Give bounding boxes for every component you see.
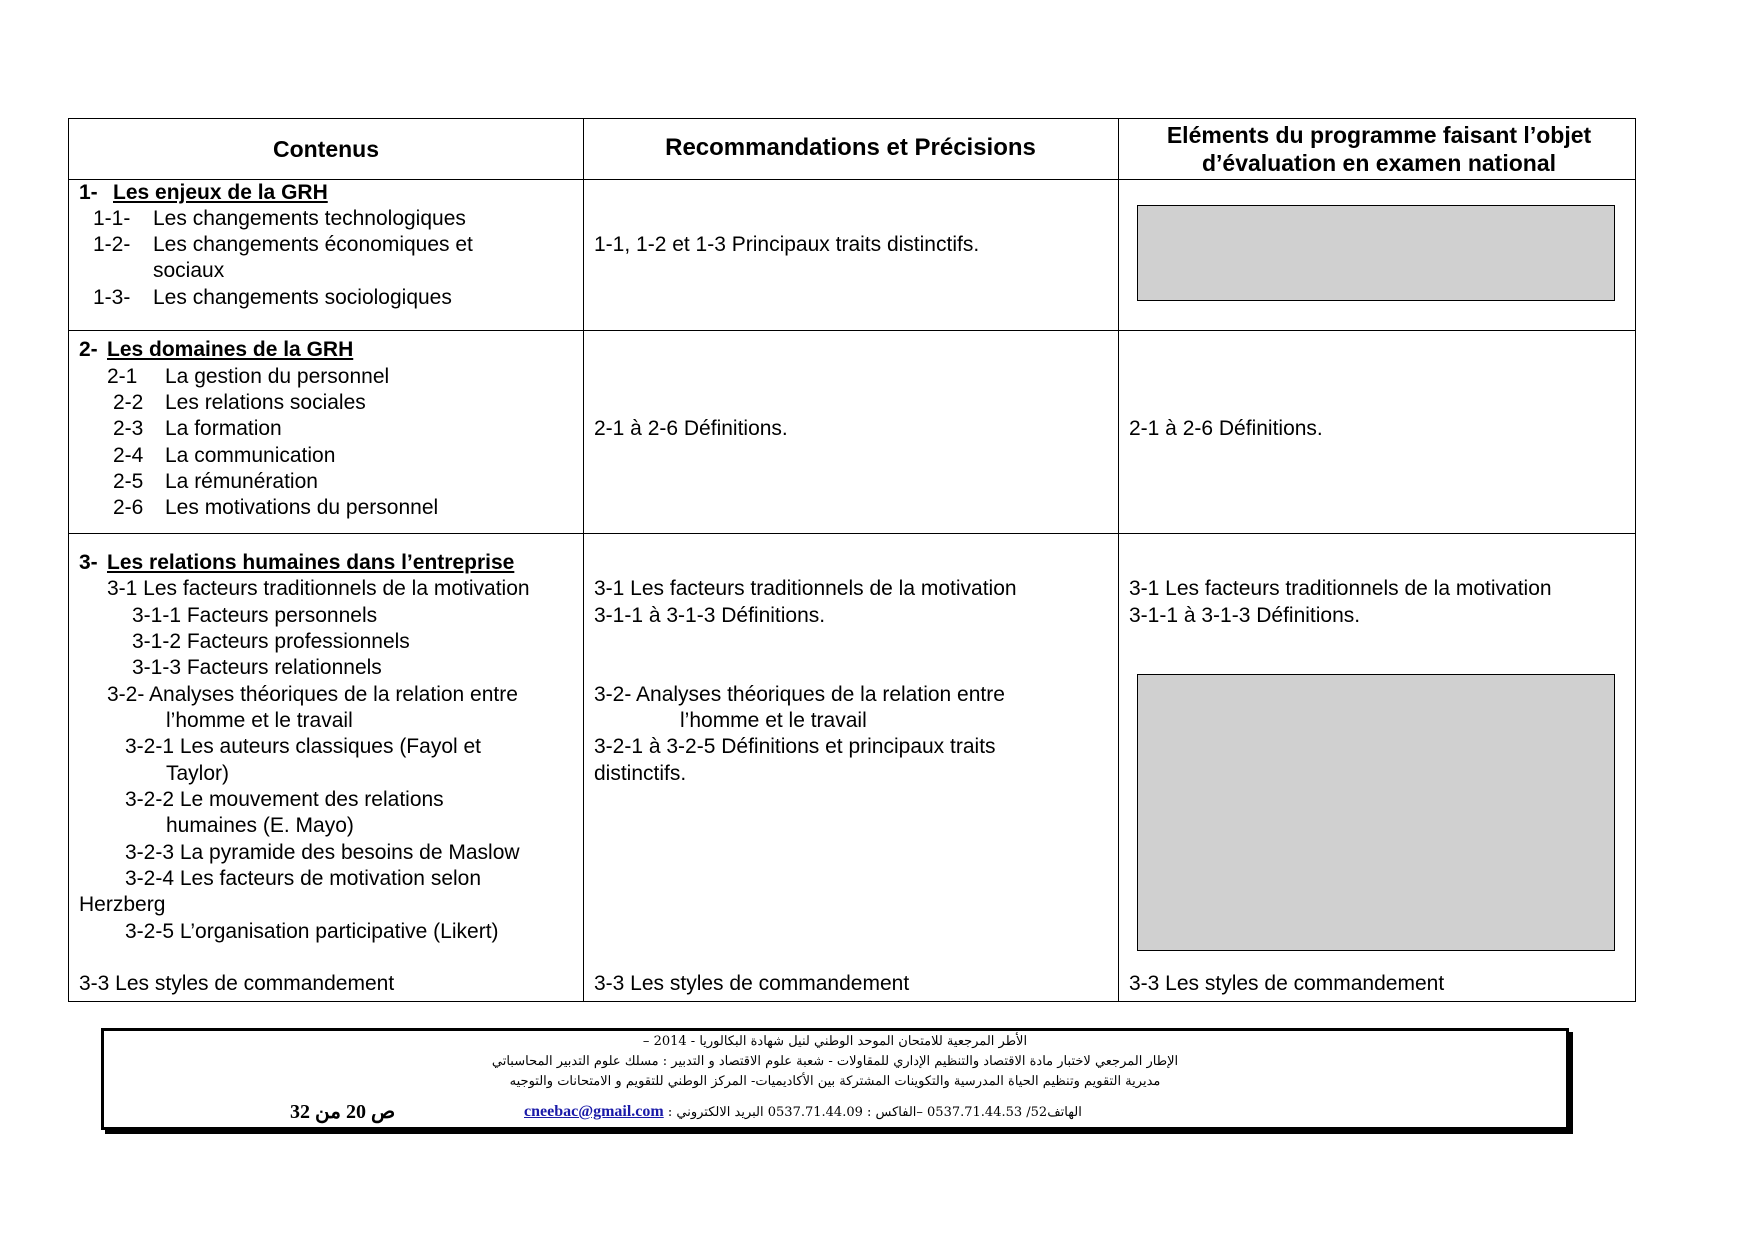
item-1-1-text: Les changements technologiques — [153, 207, 466, 230]
item-1-3-num: 1-3- — [93, 286, 131, 309]
footer-contact — [524, 1103, 1082, 1122]
section3-number: 3- — [79, 551, 98, 574]
section3-exam-shaded-box — [1137, 674, 1615, 951]
section3-line: 3-2-3 La pyramide des besoins de Maslow — [125, 841, 520, 864]
item-2-4-text: La communication — [165, 444, 336, 467]
section3-line: 3-2- Analyses théoriques de la relation entre — [107, 683, 518, 706]
footer-phone-fax: الهاتف52/ 0537.71.44.53 –الفاكس : 0537.71.44.09 البريد الالكتروني : — [667, 1105, 1082, 1120]
section3-line: l’homme et le travail — [166, 709, 353, 732]
item-2-1-text: La gestion du personnel — [165, 365, 390, 388]
section3-line: 3-1 Les facteurs traditionnels de la motivation — [107, 577, 530, 600]
page-footer — [101, 1028, 1569, 1130]
section2-recommendation: 2-1 à 2-6 Définitions. — [594, 417, 788, 440]
section3-line: 3-2-4 Les facteurs de motivation selon — [125, 867, 482, 890]
section3-reco-line: l’homme et le travail — [680, 709, 867, 732]
section3-line: 3-2-2 Le mouvement des relations — [125, 788, 444, 811]
section3-exam-line: 3-3 Les styles de commandement — [1129, 972, 1445, 995]
section3-reco-line: distinctifs. — [594, 762, 687, 785]
item-2-4-num: 2-4 — [113, 444, 144, 467]
footer-email-link[interactable]: cneebac@gmail.com — [524, 1103, 664, 1120]
header-recommandations: Recommandations et Précisions — [665, 134, 1036, 161]
item-2-5-num: 2-5 — [113, 470, 144, 493]
section3-reco-line: 3-3 Les styles de commandement — [594, 972, 910, 995]
footer-line-2: الإطار المرجعي لاختبار مادة الاقتصاد والتنظيم الإداري للمقاولات - شعبة علوم الاقتصاد و التدبير : مسلك علوم التدبير المحاسباتي — [491, 1054, 1179, 1069]
section3-line: 3-1-1 Facteurs personnels — [132, 604, 378, 627]
section3-line: 3-1-3 Facteurs relationnels — [132, 656, 382, 679]
section3-reco-line: 3-2-1 à 3-2-5 Définitions et principaux traits — [594, 735, 996, 758]
header-contenus: Contenus — [272, 136, 380, 162]
item-2-3-text: La formation — [165, 417, 282, 440]
item-2-6-text: Les motivations du personnel — [165, 496, 439, 519]
item-2-2-text: Les relations sociales — [165, 391, 366, 414]
item-2-2-num: 2-2 — [113, 391, 144, 414]
item-2-5-text: La rémunération — [165, 470, 318, 493]
item-1-3-text: Les changements sociologiques — [153, 286, 452, 309]
section3-reco-line: 3-2- Analyses théoriques de la relation entre — [594, 683, 1005, 706]
footer-line-3: مديرية التقويم وتنظيم الحياة المدرسية والتكوينات المشتركة بين الأكاديميات- المركز الوطني للتقويم و الامتحانات والتوجيه — [509, 1074, 1161, 1089]
section3-line: 3-2-5 L’organisation participative (Likert) — [125, 920, 499, 943]
section3-line: 3-1-2 Facteurs professionnels — [132, 630, 410, 653]
item-2-1-num: 2-1 — [107, 365, 138, 388]
section3-line: humaines (E. Mayo) — [166, 814, 354, 837]
section3-line: Taylor) — [166, 762, 230, 785]
page-number: ص 20 من 32 — [290, 1101, 396, 1123]
section3-line: 3-3 Les styles de commandement — [79, 972, 395, 995]
section1-recommendation: 1-1, 1-2 et 1-3 Principaux traits distinctifs. — [594, 233, 980, 256]
program-table — [68, 118, 1636, 1002]
item-1-2-text-cont: sociaux — [153, 259, 225, 282]
section1-number: 1- — [79, 181, 98, 204]
section3-line: Herzberg — [79, 893, 166, 916]
item-2-6-num: 2-6 — [113, 496, 144, 519]
row2-divider — [69, 533, 1635, 534]
section2-title: Les domaines de la GRH — [107, 338, 354, 361]
section2-exam: 2-1 à 2-6 Définitions. — [1129, 417, 1323, 440]
section3-exam-line: 3-1-1 à 3-1-3 Définitions. — [1129, 604, 1361, 627]
item-1-1-num: 1-1- — [93, 207, 131, 230]
item-2-3-num: 2-3 — [113, 417, 144, 440]
col2-divider — [1118, 119, 1119, 1001]
section1-title: Les enjeux de la GRH — [113, 181, 328, 204]
section3-line: 3-2-1 Les auteurs classiques (Fayol et — [125, 735, 482, 758]
header-elements-examen: Eléments du programme faisant l’objet d’évaluation en examen national — [1166, 122, 1592, 176]
col1-divider — [583, 119, 584, 1001]
section3-exam-line: 3-1 Les facteurs traditionnels de la motivation — [1129, 577, 1552, 600]
section1-exam-shaded-box — [1137, 205, 1615, 301]
row1-divider — [69, 330, 1635, 331]
section2-number: 2- — [79, 338, 98, 361]
item-1-2-num: 1-2- — [93, 233, 131, 256]
item-1-2-text: Les changements économiques et — [153, 233, 473, 256]
section3-title: Les relations humaines dans l’entreprise — [107, 551, 515, 574]
section3-reco-line: 3-1 Les facteurs traditionnels de la motivation — [594, 577, 1017, 600]
section3-reco-line: 3-1-1 à 3-1-3 Définitions. — [594, 604, 826, 627]
footer-line-1: الأطر المرجعية للامتحان الموحد الوطني لنيل شهادة البكالوريا - 2014 – — [642, 1034, 1028, 1049]
